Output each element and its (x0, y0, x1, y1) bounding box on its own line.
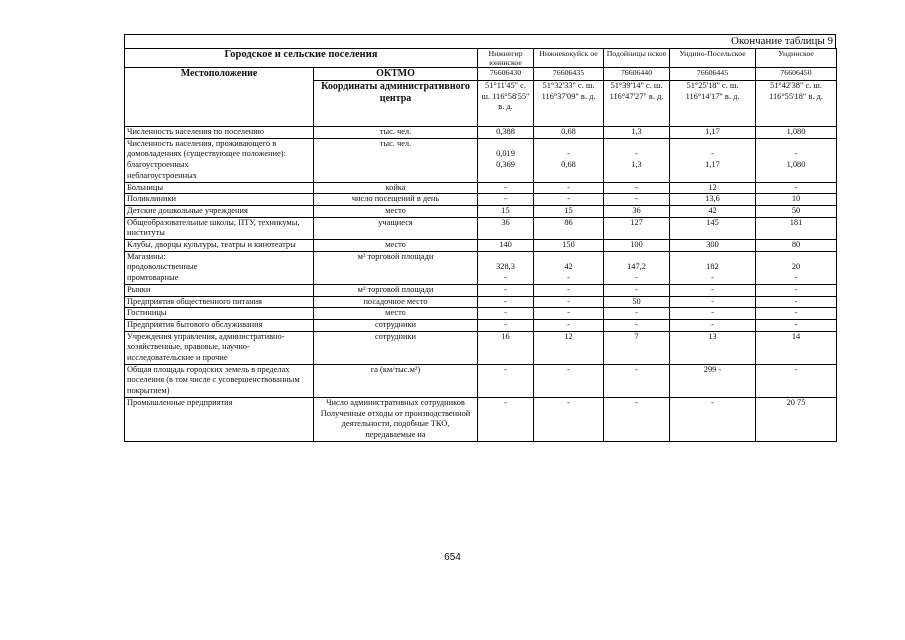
value-cell (478, 138, 534, 182)
value-line: 50 (791, 205, 801, 215)
col-name: Подойницы нское (604, 49, 670, 68)
value-cell (670, 194, 756, 206)
row-label-line: Рынки (127, 284, 151, 294)
value-line: - (567, 284, 570, 294)
location-label: Местоположение (125, 68, 314, 127)
value-line: 0,68 (561, 127, 576, 136)
value-cell (478, 284, 534, 296)
table-row (125, 331, 837, 364)
value-cell (534, 284, 604, 296)
value-cell (478, 240, 534, 252)
row-label (125, 217, 314, 239)
row-label-line: Клубы, дворцы культуры, театры и кинотеатры (127, 240, 296, 250)
value-line: - (711, 308, 714, 318)
value-line (672, 252, 753, 263)
row-unit-line: м² торговой площади (357, 284, 434, 294)
row-label-line: Больницы (127, 182, 163, 192)
row-unit-line: посадочное место (363, 296, 428, 306)
col-name: Нижнекокуйск ое (534, 49, 604, 68)
value-cell (478, 308, 534, 320)
value-line: 10 (791, 194, 801, 204)
value-line: - (635, 149, 638, 159)
value-cell (670, 240, 756, 252)
value-line: - (711, 319, 714, 329)
value-line (672, 139, 753, 150)
value-cell (604, 182, 670, 194)
row-unit-line: место (385, 240, 406, 250)
value-line: - (504, 397, 507, 407)
value-cell (534, 182, 604, 194)
row-unit (314, 364, 478, 397)
value-cell (604, 364, 670, 397)
row-unit (314, 397, 478, 441)
value-cell (478, 182, 534, 194)
value-cell (604, 308, 670, 320)
value-line: - (567, 296, 570, 306)
value-line: 1,3 (631, 160, 642, 170)
row-unit (314, 284, 478, 296)
value-line: - (794, 149, 798, 159)
row-label-line: продовольственные (127, 262, 198, 272)
row-label-line: промтоварные (127, 273, 179, 283)
value-cell (478, 217, 534, 239)
value-cell (756, 194, 837, 206)
value-cell (534, 319, 604, 331)
row-label (125, 251, 314, 284)
row-label (125, 284, 314, 296)
value-cell (670, 251, 756, 284)
value-line: 16 (501, 331, 510, 341)
row-unit (314, 296, 478, 308)
coords-label: Координаты административного центра (314, 81, 478, 127)
row-unit-line: учащиеся (378, 217, 413, 227)
row-unit (314, 205, 478, 217)
value-line: - (567, 194, 570, 204)
row-label-line: Предприятия бытового обслуживания (127, 319, 263, 329)
value-line: - (794, 284, 798, 294)
oktmo-cell: 76606445 (670, 68, 756, 81)
row-label (125, 364, 314, 397)
row-unit-line: Число административных сотрудников Полученные отходы от производственной деятельности, подобные ТКО, передаваемые на (320, 397, 471, 439)
value-line: - (567, 364, 570, 374)
coords-cell: 51°42'38" с. ш. 116°55'18" в. д. (756, 81, 837, 127)
value-cell (756, 319, 837, 331)
row-label-line: Учреждения управления, административно-хозяйственные, правовые, научно-исследовательские и прочие (127, 331, 285, 363)
value-line: - (504, 273, 507, 283)
value-line: 140 (499, 240, 512, 250)
value-line: - (794, 364, 798, 374)
value-line: 20 (791, 262, 801, 272)
value-line: 50 (632, 296, 641, 306)
row-label (125, 127, 314, 139)
row-label-line: Общеобразовательные школы, ПТУ, техникумы, институты (127, 217, 300, 238)
value-cell (756, 296, 837, 308)
value-line: - (504, 296, 507, 306)
value-line: - (635, 284, 638, 294)
value-line: - (711, 149, 714, 159)
value-cell (670, 205, 756, 217)
row-label-line: Поликлиники (127, 194, 177, 204)
value-cell (604, 138, 670, 182)
value-line: - (504, 194, 507, 204)
row-unit-line: место (385, 205, 406, 215)
value-cell (534, 308, 604, 320)
value-line: - (711, 296, 714, 306)
value-line: 1,3 (631, 127, 642, 136)
value-cell (756, 138, 837, 182)
table-row (125, 182, 837, 194)
table-row (125, 319, 837, 331)
value-line: - (711, 397, 714, 407)
row-unit-line: тыс. чел. (379, 127, 412, 136)
value-cell (670, 296, 756, 308)
value-line: 300 (706, 240, 719, 250)
value-line (536, 139, 601, 150)
row-label (125, 296, 314, 308)
value-cell (756, 331, 837, 364)
page-number: 654 (444, 552, 461, 563)
row-unit (314, 308, 478, 320)
row-unit (314, 240, 478, 252)
value-cell (534, 251, 604, 284)
row-label-line: Детские дошкольные учреждения (127, 205, 248, 215)
row-label (125, 138, 314, 182)
value-cell (604, 205, 670, 217)
table-row (125, 240, 837, 252)
row-label-line: Магазины: (127, 251, 166, 261)
value-line: - (504, 319, 507, 329)
value-cell (604, 127, 670, 139)
oktmo-cell: 76606440 (604, 68, 670, 81)
value-line: - (635, 273, 638, 283)
table-row (125, 127, 837, 139)
value-cell (670, 182, 756, 194)
value-cell (756, 182, 837, 194)
value-cell (756, 397, 837, 441)
value-line: 42 (564, 262, 573, 272)
value-line: - (794, 182, 798, 192)
value-cell (604, 251, 670, 284)
value-line (536, 252, 601, 263)
oktmo-label: ОКТМО (314, 68, 478, 81)
value-cell (670, 308, 756, 320)
value-cell (604, 217, 670, 239)
value-cell (534, 331, 604, 364)
row-unit-line: м² торговой площади (357, 251, 434, 261)
table-row (125, 138, 837, 182)
row-label-line: Общая площадь городских земель в пределах поселения (в том числе с усовершенствованным покрытием) (127, 364, 300, 396)
row-unit (314, 319, 478, 331)
value-cell (756, 251, 837, 284)
value-line: - (635, 182, 638, 192)
table-row (125, 296, 837, 308)
coords-cell: 51°11'45" с. ш. 116°58'55" в. д. (478, 81, 534, 127)
value-line: 14 (791, 331, 801, 341)
settlements-table (124, 48, 837, 442)
value-line: - (794, 319, 798, 329)
table-row (125, 205, 837, 217)
row-unit-line: место (385, 308, 406, 318)
value-line: - (635, 397, 638, 407)
value-line: - (504, 182, 507, 192)
table-caption: Окончание таблицы 9 (124, 34, 836, 48)
row-unit-line: число посещений в день (351, 194, 440, 204)
row-unit (314, 217, 478, 239)
table-document (124, 34, 836, 442)
value-cell (756, 205, 837, 217)
value-cell (478, 397, 534, 441)
coords-cell: 51°39'14" с. ш. 116°47'27" в. д. (604, 81, 670, 127)
row-label-line: благоустроенных (127, 160, 189, 170)
value-line: - (504, 364, 507, 374)
value-line: 12 (564, 331, 573, 341)
value-cell (478, 319, 534, 331)
value-line: - (635, 194, 638, 204)
value-line (606, 139, 667, 150)
value-line: 0,388 (496, 127, 515, 136)
value-cell (478, 205, 534, 217)
value-line: - (567, 182, 570, 192)
value-line: 1,080 (786, 160, 806, 170)
value-line: - (567, 308, 570, 318)
value-cell (670, 138, 756, 182)
header-row-oktmo (125, 68, 837, 81)
value-line: 150 (562, 240, 575, 250)
value-line: - (794, 296, 798, 306)
col-name: Ундинское (756, 49, 837, 68)
value-cell (756, 217, 837, 239)
value-cell (478, 296, 534, 308)
value-cell (604, 397, 670, 441)
value-line: - (711, 273, 714, 283)
row-unit (314, 182, 478, 194)
row-label (125, 182, 314, 194)
row-unit (314, 251, 478, 284)
value-line: 0,369 (496, 160, 515, 170)
value-line: 36 (632, 205, 641, 215)
value-cell (670, 284, 756, 296)
row-unit (314, 138, 478, 182)
value-line: - (567, 319, 570, 329)
value-line: 15 (501, 205, 510, 215)
value-line: 1,17 (705, 127, 720, 136)
value-line: 145 (706, 217, 719, 227)
value-cell (604, 331, 670, 364)
col-name: Ундино-Посельское (670, 49, 756, 68)
value-line: 299 - (703, 364, 722, 374)
value-line (480, 252, 531, 263)
table-row (125, 251, 837, 284)
header-row-settlements (125, 49, 837, 68)
value-line: 100 (630, 240, 643, 250)
value-line: - (635, 308, 638, 318)
value-line: - (567, 149, 570, 159)
value-cell (478, 127, 534, 139)
value-cell (670, 217, 756, 239)
row-label-line: Численность населения, проживающего в домовладениях (существующее положение): (127, 138, 286, 159)
value-cell (756, 308, 837, 320)
value-cell (534, 205, 604, 217)
value-line: 13 (708, 331, 717, 341)
table-row (125, 364, 837, 397)
value-line: 13,6 (705, 194, 720, 204)
value-line: 15 (564, 205, 573, 215)
value-cell (534, 397, 604, 441)
value-cell (756, 364, 837, 397)
value-line: 80 (791, 240, 801, 250)
value-line: 1,17 (705, 160, 720, 170)
value-cell (604, 296, 670, 308)
value-cell (534, 240, 604, 252)
row-label (125, 331, 314, 364)
row-unit-line: койка (385, 182, 406, 192)
value-line: 181 (789, 217, 803, 227)
value-line: 147,2 (627, 262, 646, 272)
oktmo-cell: 76606450 (756, 68, 837, 81)
value-line: - (711, 284, 714, 294)
value-line (758, 252, 834, 263)
row-label-line: неблагоустроенных (127, 170, 197, 180)
value-line: 127 (630, 217, 643, 227)
coords-cell: 51°25'18" с. ш. 116°14'17" в. д. (670, 81, 756, 127)
value-cell (670, 319, 756, 331)
value-line: - (635, 364, 638, 374)
row-unit (314, 127, 478, 139)
value-cell (478, 194, 534, 206)
row-unit-line: сотрудники (374, 319, 417, 329)
value-cell (478, 331, 534, 364)
value-cell (604, 240, 670, 252)
value-line (606, 252, 667, 263)
value-cell (534, 138, 604, 182)
col-name: Нижнегир юнинское (478, 49, 534, 68)
value-line: 1,080 (786, 127, 806, 136)
row-unit (314, 194, 478, 206)
value-line: - (635, 319, 638, 329)
value-line: 86 (564, 217, 573, 227)
value-cell (756, 240, 837, 252)
value-line: 328,3 (496, 262, 515, 272)
value-cell (756, 127, 837, 139)
value-cell (670, 397, 756, 441)
value-line: - (794, 273, 798, 283)
value-line: 0,019 (496, 149, 515, 159)
value-line: 20 75 (786, 397, 806, 407)
value-cell (534, 127, 604, 139)
value-cell (670, 331, 756, 364)
value-line: - (567, 273, 570, 283)
row-unit-line: тыс. чел. (379, 138, 412, 148)
value-cell (604, 284, 670, 296)
value-line: - (504, 284, 507, 294)
row-unit-line: сотрудники (374, 331, 417, 341)
row-label (125, 397, 314, 441)
value-cell (534, 364, 604, 397)
coords-cell: 51°32'33" с. ш. 116°37'09" в. д. (534, 81, 604, 127)
value-cell (534, 296, 604, 308)
value-line (480, 139, 531, 150)
value-line (758, 139, 834, 150)
row-label-line: Предприятия общественного питания (127, 296, 262, 306)
value-line: 182 (706, 262, 719, 272)
value-cell (478, 251, 534, 284)
row-unit (314, 331, 478, 364)
row-label-line: Гостиницы (127, 308, 167, 318)
table-row (125, 308, 837, 320)
value-cell (534, 217, 604, 239)
oktmo-cell: 76606430 (478, 68, 534, 81)
row-label (125, 205, 314, 217)
value-line: 12 (708, 182, 717, 192)
table-row (125, 284, 837, 296)
value-line: - (567, 397, 570, 407)
value-cell (756, 284, 837, 296)
value-cell (534, 194, 604, 206)
value-cell (604, 319, 670, 331)
value-line: 7 (634, 331, 639, 341)
row-label (125, 194, 314, 206)
value-cell (670, 127, 756, 139)
oktmo-cell: 76606435 (534, 68, 604, 81)
row-label-line: Промышленные предприятия (127, 397, 233, 407)
value-line: - (504, 308, 507, 318)
value-line: 42 (708, 205, 717, 215)
value-cell (478, 364, 534, 397)
table-row (125, 217, 837, 239)
value-cell (604, 194, 670, 206)
row-label-line: Численность населения по поселению (127, 127, 265, 136)
value-line: - (794, 308, 798, 318)
row-label (125, 308, 314, 320)
value-cell (670, 364, 756, 397)
table-row (125, 397, 837, 441)
value-line: 36 (501, 217, 510, 227)
row-label (125, 240, 314, 252)
row-unit-line: га (км/тыс.м²) (370, 364, 421, 374)
settlements-label: Городское и сельские поселения (125, 49, 478, 68)
row-label (125, 319, 314, 331)
table-row (125, 194, 837, 206)
value-line: 0,68 (561, 160, 576, 170)
